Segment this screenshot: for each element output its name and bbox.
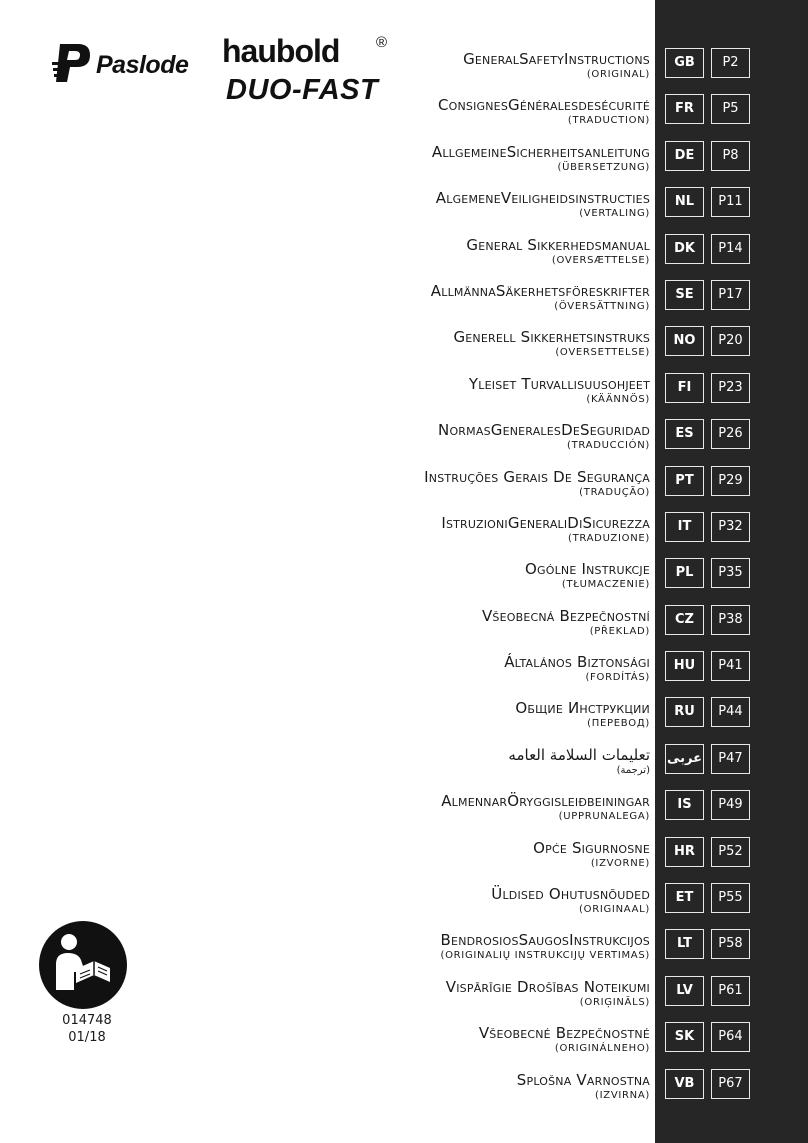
language-code-box[interactable]: LT (665, 929, 704, 959)
language-title: IstruzioniGeneraliDiSicurezza (441, 513, 650, 532)
language-title: Ogólne Instrukcje (525, 560, 650, 579)
language-row-3[interactable] (300, 183, 743, 229)
language-code-box[interactable]: DE (665, 141, 704, 171)
language-code-box[interactable]: SK (665, 1022, 704, 1052)
language-code-box[interactable]: عربى (665, 744, 704, 774)
language-title: AlmennarÖryggisleiðbeiningar (441, 792, 650, 811)
language-row-14[interactable] (300, 693, 743, 739)
language-row-22[interactable] (300, 1065, 743, 1111)
language-title: Instruções Gerais De Segurança (424, 467, 650, 486)
language-subtitle: (TŁUMACZENIE) (561, 579, 650, 591)
page-number-box[interactable]: P44 (711, 697, 750, 727)
haubold-wordmark: haubold (222, 33, 340, 69)
page-number-box[interactable]: P2 (711, 48, 750, 78)
paslode-wordmark: Paslode (96, 51, 189, 79)
language-subtitle: (OVERSÆTTELSE) (551, 254, 650, 266)
language-row-9[interactable] (300, 462, 743, 508)
language-title: Všeobecná Bezpečnostní (481, 606, 650, 625)
registered-mark: ® (376, 34, 388, 51)
language-subtitle: (PŘEKLAD) (589, 625, 650, 637)
language-code-box[interactable]: HU (665, 651, 704, 681)
language-title: NormasGeneralesDeSeguridad (438, 421, 650, 440)
language-code-box[interactable]: VB (665, 1069, 704, 1099)
language-code-box[interactable]: ET (665, 883, 704, 913)
language-subtitle: (ترجمة) (616, 764, 650, 776)
read-manual-icon (38, 920, 128, 1010)
language-code-box[interactable]: ES (665, 419, 704, 449)
language-subtitle: (ПЕРЕВОД) (587, 718, 650, 730)
language-subtitle: (TRADUCTION) (567, 115, 650, 127)
document-date: 01/18 (68, 1030, 106, 1045)
language-subtitle: (TRADUÇÃO) (579, 486, 650, 498)
language-subtitle: (TRADUZIONE) (567, 532, 650, 544)
language-subtitle: (FORDÍTÁS) (585, 672, 650, 684)
page-number-box[interactable]: P35 (711, 558, 750, 588)
language-title: AlgemeneVeiligheidsinstructies (435, 189, 650, 208)
language-title: General Sikkerhedsmanual (466, 235, 650, 254)
language-code-box[interactable]: FR (665, 94, 704, 124)
language-subtitle: (KÄÄNNÖS) (586, 393, 650, 405)
language-title: Vispārīgie Drošības Noteikumi (445, 977, 650, 996)
language-code-box[interactable]: CZ (665, 605, 704, 635)
language-code-box[interactable]: PT (665, 466, 704, 496)
page-number-box[interactable]: P14 (711, 234, 750, 264)
language-subtitle: (VERTALING) (579, 208, 650, 220)
page-number-box[interactable]: P23 (711, 373, 750, 403)
language-title: تعليمات السلامة العامه (508, 745, 650, 764)
page-number-box[interactable]: P5 (711, 94, 750, 124)
language-row-12[interactable] (300, 601, 743, 647)
paslode-logo-icon (52, 40, 92, 86)
language-row-11[interactable] (300, 554, 743, 600)
language-title: Általános Biztonsági (504, 653, 650, 672)
language-title: Общие Инструкции (515, 699, 650, 718)
language-subtitle: (ORIGINÁLNEHO) (554, 1043, 650, 1055)
language-row-7[interactable] (300, 369, 743, 415)
page-number-box[interactable]: P8 (711, 141, 750, 171)
page-number-box[interactable]: P38 (711, 605, 750, 635)
language-code-box[interactable]: HR (665, 837, 704, 867)
page-number-box[interactable]: P20 (711, 326, 750, 356)
language-subtitle: (IZVORNE) (590, 857, 650, 869)
language-row-0[interactable] (300, 44, 739, 90)
language-row-16[interactable] (300, 786, 743, 832)
language-subtitle: (ÖVERSÄTTNING) (554, 300, 650, 312)
language-title: AllmännaSäkerhetsföreskrifter (430, 281, 650, 300)
language-subtitle: (OVERSETTELSE) (555, 347, 650, 359)
language-code-box[interactable]: IT (665, 512, 704, 542)
language-row-8[interactable] (300, 415, 743, 461)
language-row-21[interactable] (300, 1018, 743, 1064)
language-row-4[interactable] (300, 230, 743, 276)
language-title: Üldised Ohutusnõuded (491, 885, 650, 904)
page-number-box[interactable]: P58 (711, 929, 750, 959)
language-code-box[interactable]: FI (665, 373, 704, 403)
language-title: Opće Sigurnosne (533, 838, 650, 857)
language-subtitle: (ORIĢINĀLS) (579, 996, 650, 1008)
page-number-box[interactable]: P52 (711, 837, 750, 867)
page-number-box[interactable]: P61 (711, 976, 750, 1006)
page-number-box[interactable]: P17 (711, 280, 750, 310)
language-title: AllgemeineSicherheitsanleitung (431, 142, 650, 161)
language-code-box[interactable]: GB (665, 48, 704, 78)
page-number-box[interactable]: P64 (711, 1022, 750, 1052)
page-number-box[interactable]: P47 (711, 744, 750, 774)
page-number-box[interactable]: P11 (711, 187, 750, 217)
language-row-13[interactable] (300, 647, 743, 693)
language-row-6[interactable] (300, 322, 743, 368)
page-number-box[interactable]: P29 (711, 466, 750, 496)
language-row-10[interactable] (300, 508, 743, 554)
page-number-box[interactable]: P67 (711, 1069, 750, 1099)
language-title: Splošna Varnostna (516, 1070, 650, 1089)
language-title: BendrosiosSaugosInstrukcijos (440, 931, 650, 950)
language-subtitle: (ORIGINALIŲ INSTRUKCIJŲ VERTIMAS) (440, 950, 650, 962)
language-row-15[interactable] (300, 740, 743, 786)
page-number-box[interactable]: P41 (711, 651, 750, 681)
language-title: Generell Sikkerhetsinstruks (453, 328, 650, 347)
language-index (300, 44, 743, 1111)
language-row-2[interactable] (300, 137, 739, 183)
language-row-1[interactable] (300, 90, 739, 136)
language-subtitle: (UPPRUNALEGA) (558, 811, 650, 823)
language-code-box[interactable]: RU (665, 697, 704, 727)
language-code-box[interactable]: IS (665, 790, 704, 820)
language-code-box[interactable]: NL (665, 187, 704, 217)
language-row-18[interactable] (300, 879, 743, 925)
page-number-box[interactable]: P26 (711, 419, 750, 449)
language-subtitle: (ORIGINAAL) (579, 904, 650, 916)
language-row-20[interactable] (300, 972, 743, 1018)
language-title: GeneralSafetyInstructions (463, 50, 650, 68)
language-row-17[interactable] (300, 833, 743, 879)
language-subtitle: (ÜBERSETZUNG) (557, 161, 650, 173)
language-title: Yleiset Turvallisuusohjeet (468, 374, 650, 393)
language-code-box[interactable]: NO (665, 326, 704, 356)
document-number: 014748 (62, 1013, 112, 1028)
language-row-5[interactable] (300, 276, 743, 322)
language-subtitle: (ORIGINAL) (586, 69, 650, 80)
page-number-box[interactable]: P55 (711, 883, 750, 913)
language-subtitle: (IZVIRNA) (595, 1089, 650, 1101)
page-number-box[interactable]: P32 (711, 512, 750, 542)
language-title: Všeobecné Bezpečnostné (478, 1024, 650, 1043)
language-title: ConsignesGénéralesdesécurité (437, 96, 650, 115)
language-code-box[interactable]: PL (665, 558, 704, 588)
language-code-box[interactable]: LV (665, 976, 704, 1006)
duofast-wordmark: DUO-FAST (226, 74, 379, 106)
language-code-box[interactable]: DK (665, 234, 704, 264)
language-subtitle: (TRADUCCIÓN) (567, 440, 650, 452)
language-code-box[interactable]: SE (665, 280, 704, 310)
page-number-box[interactable]: P49 (711, 790, 750, 820)
language-row-19[interactable] (300, 925, 743, 971)
